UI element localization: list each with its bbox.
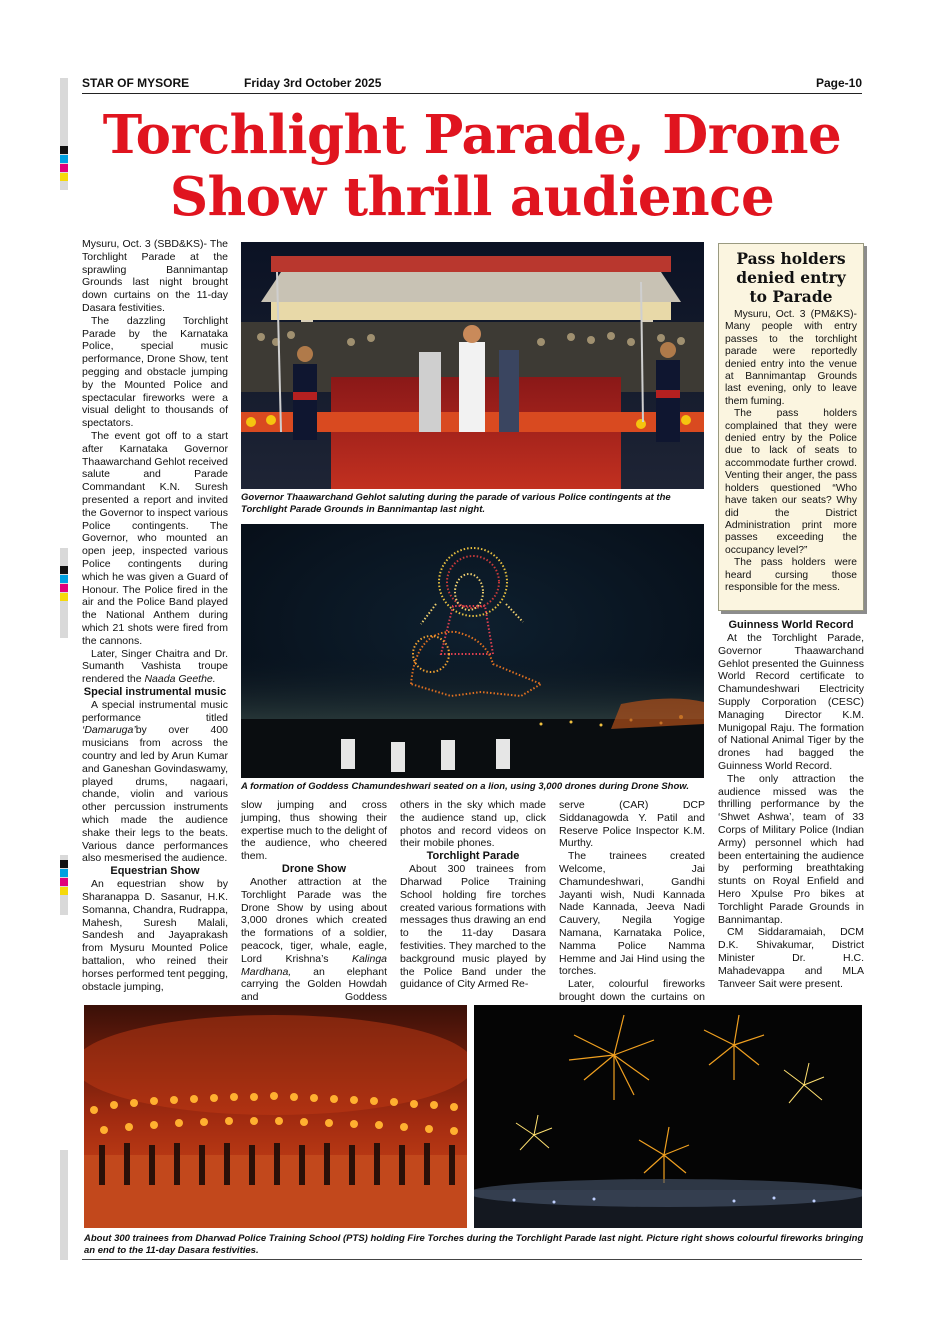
registration-strip [60, 1150, 68, 1260]
subheading: Guinness World Record [728, 619, 854, 631]
fireworks-photo [474, 1005, 862, 1228]
sidebox-title: Pass holders denied entry to Parade [736, 249, 846, 306]
paragraph: The event got off to a start after Karnataka Governor Thaawarchand Gehlot received salute and Parade Commandant K.N. Suresh presented a report and invited the Governor to inspect various Police contingents. The Governor, who mounted an open jeep, inspected various Police contingents during which he was given a Guard of Honour. The Police fired in the air and the Police Band played the National Anthem during which 21 shots were fired from the cannons. [82, 429, 228, 647]
paragraph: slow jumping and cross jumping, thus showing their expertise much to the delight of the audience, who cheered them. [241, 799, 387, 863]
fireworks-image [474, 1005, 862, 1228]
subheading: Torchlight Parade [426, 850, 520, 863]
page-number: Page-10 [815, 76, 862, 90]
registration-mark [60, 155, 68, 163]
registration-mark [60, 860, 68, 868]
photo-caption: Governor Thaawarchand Gehlot saluting during the parade of various Police contingents at the Torchlight Parade Grounds in Bannimantap last night. [241, 492, 671, 515]
subheading: Special instrumental music [83, 685, 227, 698]
paragraph: The only attraction the audience missed was the thrilling performance by the ‘Shwet Ashwa’, team of 33 Corps of Military Police (Indian Army) personnel which had been entertaining the audience by performing breathtaking stunts on Royal Enfield and Hero Xpulse Pro bikes at Torchlight Parade Grounds in Bannimantap. [718, 772, 864, 926]
registration-mark [60, 869, 68, 877]
paragraph: Mysuru, Oct. 3 (SBD&KS)- The Torchlight Parade at the sprawling Bannimantap Grounds last night brought down curtains on the 11-day Dasara festivities. [82, 238, 228, 314]
paragraph: Later, Singer Chaitra and Dr. Sumanth Vashista troupe rendered the Naada Geethe. [82, 647, 228, 686]
paragraph: others in the sky which made the audience stand up, click photos and record videos on their mobile phones. [400, 799, 546, 850]
headline-line-2: Show thrill audience [169, 166, 775, 228]
paragraph: The pass holders were heard cursing those responsible for the mess. [725, 557, 857, 593]
paragraph: The trainees created Welcome, Jai Chamundeshwari, Gandhi Jayanti wish, Nudi Kannada Nade Kannada, Jeeva Nadi Cauvery, Negila Yogige Namana, Karnataka Police, Namma Police Namma Hemme and Jai Hind using the torches. [559, 850, 705, 978]
subheading: Equestrian Show [110, 865, 200, 878]
paragraph: At the Torchlight Parade, Governor Thaawarchand Gehlot presented the Guinness World Record certificate to Chamundeshwari Electricity Supply Corporation (CESC) Managing Director K.M. Munigopal Raju. The formation of National Animal Tiger by the drones had bagged the Guinness World Record. [718, 632, 864, 772]
photo-caption: A formation of Goddess Chamundeshwari seated on a lion, using 3,000 drones during Drone Show. [241, 781, 689, 792]
governor-salute-photo [241, 242, 704, 489]
torch-formation-image [84, 1005, 467, 1228]
paragraph: The dazzling Torchlight Parade by the Karnataka Police, special music performance, Drone Show, tent pegging and obstacle jumping by the Mounted Police and spectacular fireworks were a visual delight to thousands of spectators. [82, 314, 228, 430]
governor-salute-image [241, 242, 704, 489]
page-header [82, 76, 862, 92]
subheading: Drone Show [281, 862, 347, 875]
registration-mark [60, 575, 68, 583]
article-column-1 [82, 238, 228, 993]
article-column-2 [241, 799, 387, 1017]
registration-mark [60, 566, 68, 574]
registration-mark [60, 593, 68, 601]
article-column-3 [400, 799, 546, 991]
footer-rule [82, 1259, 862, 1260]
header-rule [82, 93, 862, 94]
photo-caption: About 300 trainees from Dharwad Police Training School (PTS) holding Fire Torches during the Torchlight Parade last night. Picture right shows colourful fireworks bringing an end to the 11-day Dasara festivities. [84, 1233, 864, 1256]
paragraph: An equestrian show by Sharanappa D. Sasanur, H.K. Somanna, Chandra, Rudrappa, Mahesh, Suresh Malali, Sandesh and Jayaprakash from Mysuru Mounted Police battalion, who reined their horses performed tent pegging, obstacle jumping, [82, 878, 228, 993]
publication-name: STAR OF MYSORE [82, 76, 190, 90]
registration-mark [60, 146, 68, 154]
registration-mark [60, 164, 68, 172]
article-column-4 [559, 799, 705, 1017]
drone-show-photo [241, 524, 704, 778]
paragraph: Another attraction at the Torchlight Parade was the Drone Show by using about 3,000 drones which created the formations of a soldier, peacock, tiger, whale, eagle, Lord Krishna’s Kalinga Mardhana, an elephant carrying the Golden Howdah and Goddess [241, 875, 387, 1004]
registration-mark [60, 173, 68, 181]
registration-mark [60, 887, 68, 895]
pass-holders-sidebox [718, 243, 864, 611]
paragraph: About 300 trainees from Dharwad Police Training School holding fire torches created various formations with messages thus drawing an end to the 11-day Dasara festivities. They marched to the background music played by the Police Band under the guidance of City Armed Re- [400, 863, 546, 991]
headline-line-1: Torchlight Parade, Drone [102, 104, 842, 166]
headline [82, 104, 862, 228]
paragraph: Later, colourful fireworks brought down the curtains on [559, 978, 705, 1003]
paragraph: CM Siddaramaiah, DCM D.K. Shivakumar, District Minister Dr. H.C. Mahadevappa and MLA Tanveer Sait were present. [718, 926, 864, 990]
drone-formation-image [241, 524, 704, 778]
paragraph: Mysuru, Oct. 3 (PM&KS)- Many people with entry passes to the torchlight parade were reportedly denied entry into the venue at Bannimantap Grounds last evening, only to leave them fuming. [725, 309, 857, 407]
issue-date: Friday 3rd October 2025 [244, 76, 382, 90]
paragraph: serve (CAR) DCP Siddanagowda Y. Patil and Reserve Police Inspector K.M. Murthy. [559, 799, 705, 850]
registration-mark [60, 878, 68, 886]
paragraph: A special instrumental music performance titled ‘Damaruga’by over 400 musicians from across the country and led by Arun Kumar and Ganeshan Govindaswamy, played drums, nagaari, chande, violin and various other percussion instruments which made the audience shake their legs to the beats. Various dance performances also mesmerised the audience. [82, 698, 228, 865]
torch-formation-photo [84, 1005, 467, 1228]
paragraph: The pass holders complained that they were denied entry by the Police due to lack of seats to accommodate further crowd. Venting their anger, the pass holders questioned “Who have taken our seats? Why did the District Administration print more passes exceeding the occupancy level?” [725, 408, 857, 556]
sidebox-text [725, 309, 857, 594]
registration-mark [60, 584, 68, 592]
article-column-5 [718, 619, 864, 990]
